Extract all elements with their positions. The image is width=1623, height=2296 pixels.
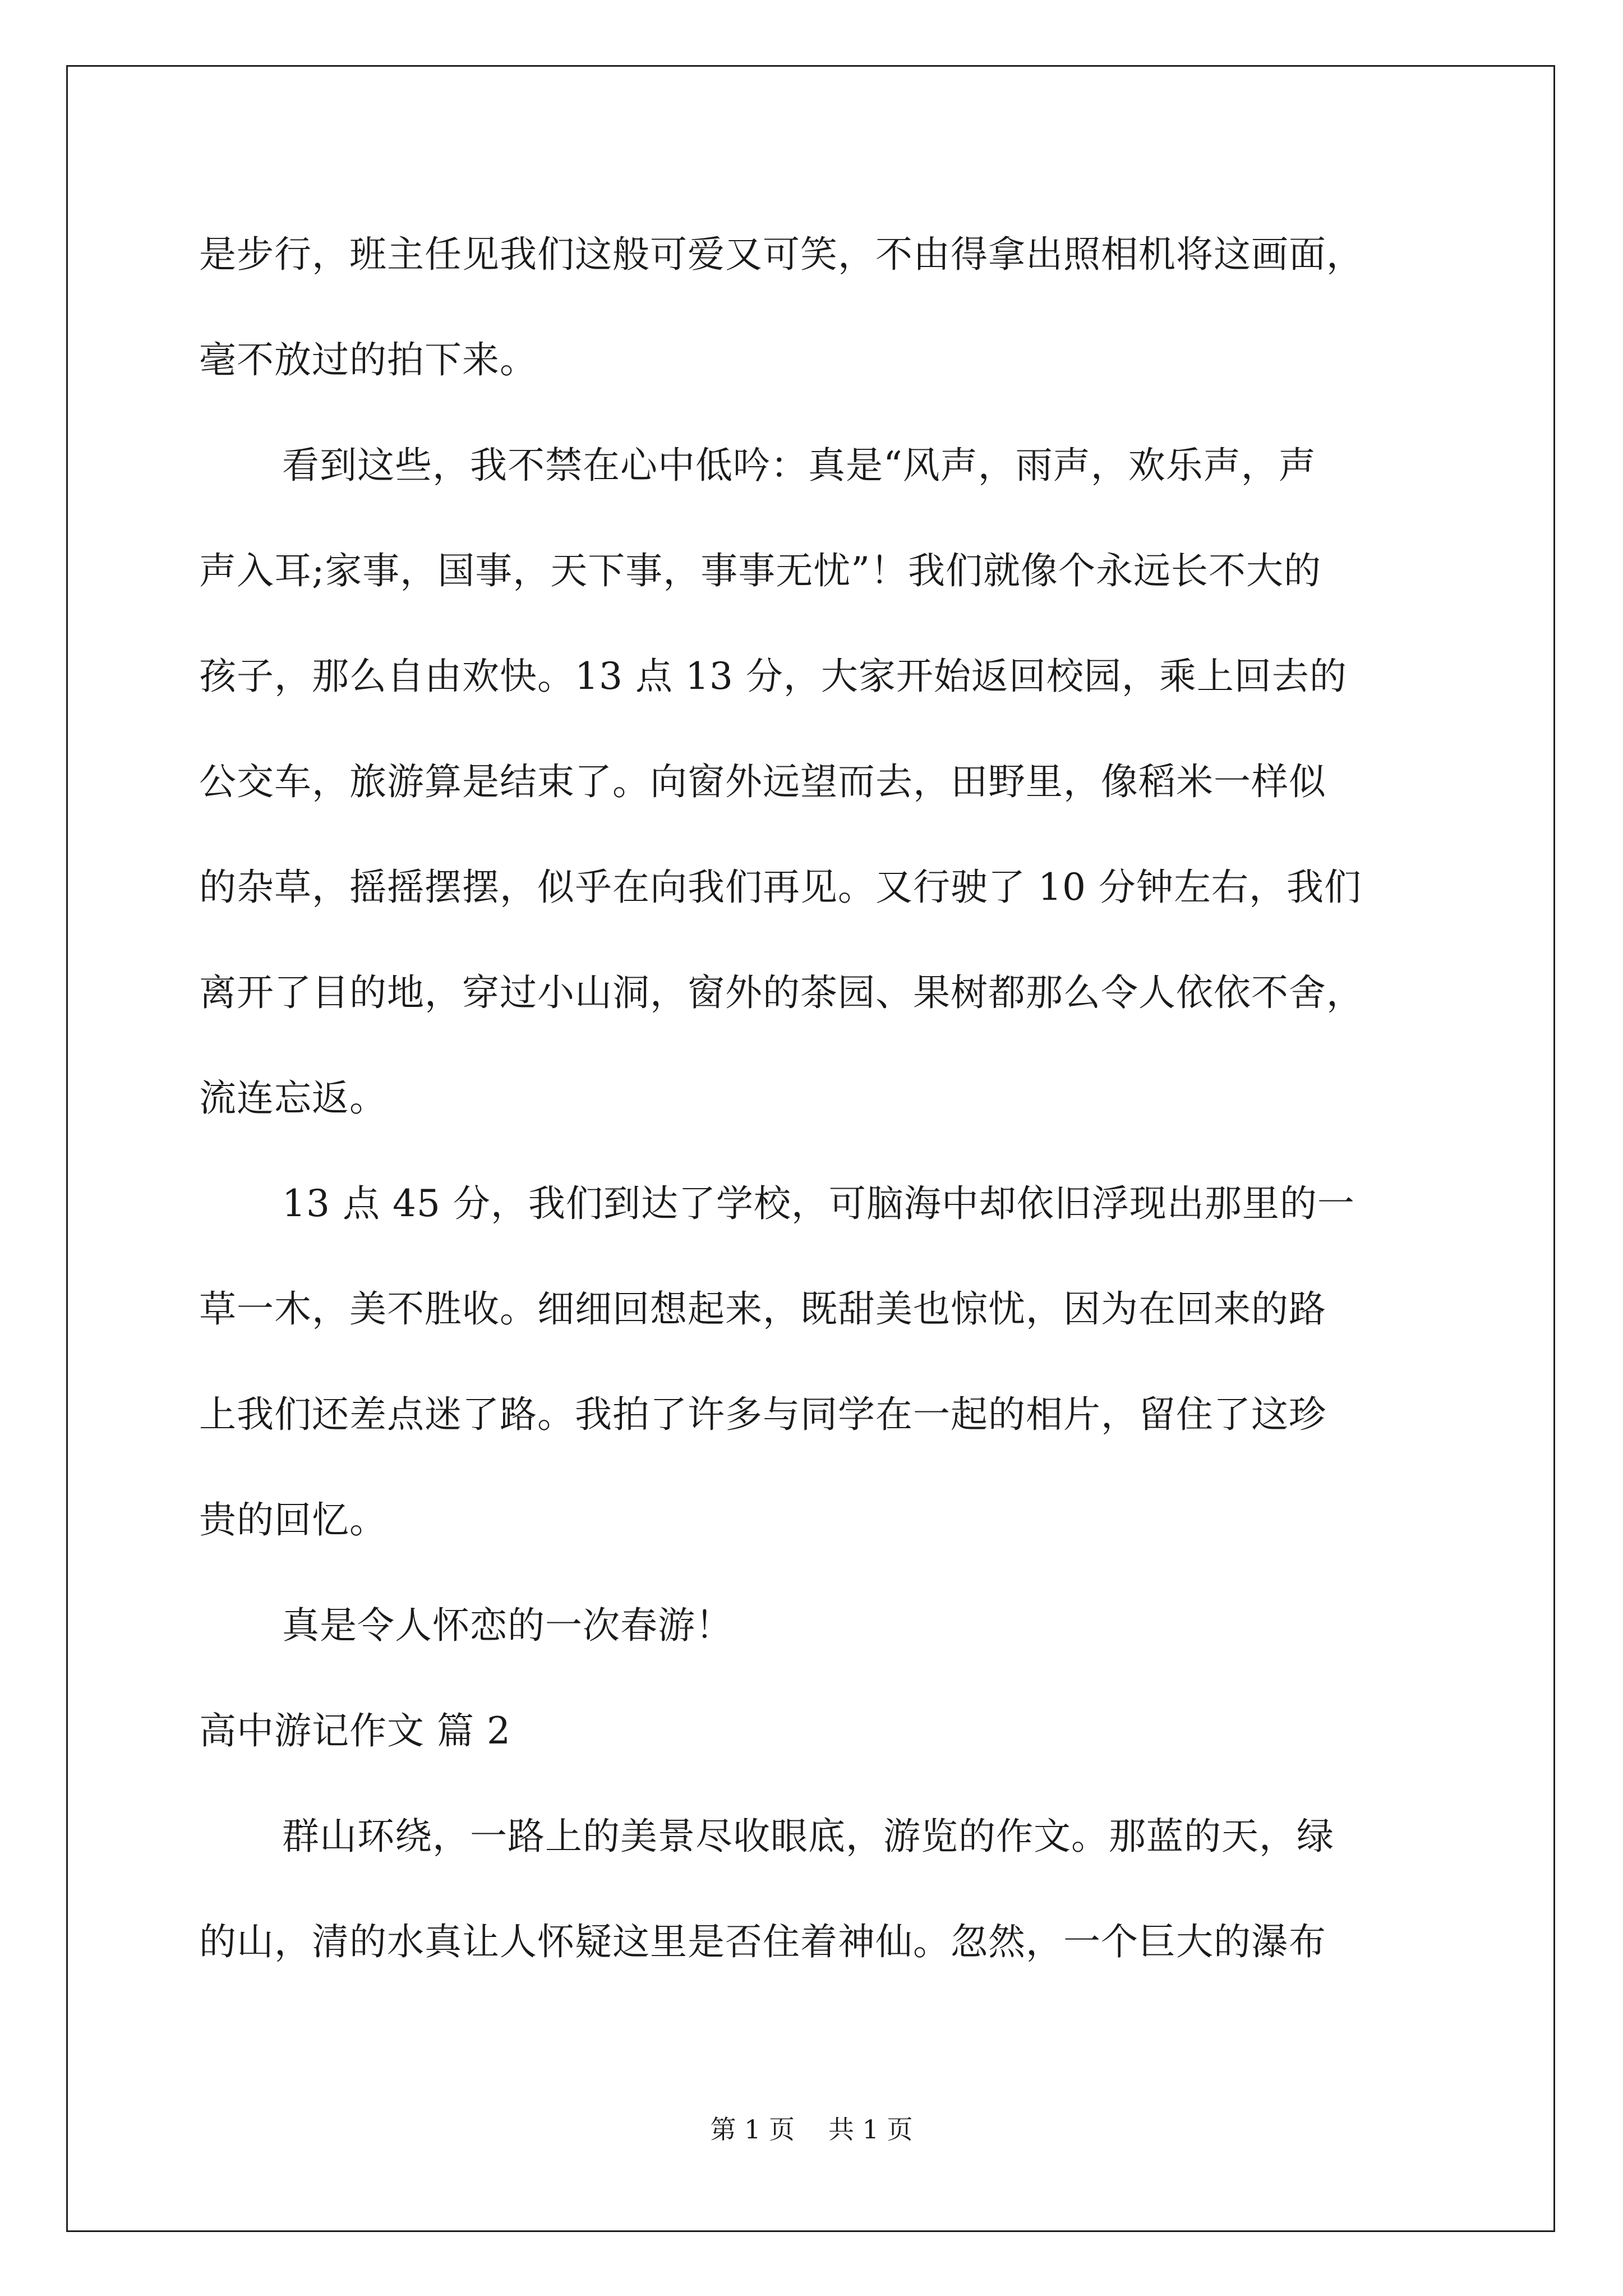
- text-line: 上我们还差点迷了路。我拍了许多与同学在一起的相片，留住了这珍: [199, 1393, 1326, 1436]
- text-line: 声入耳;家事，国事，天下事，事事无忧”！我们就像个永远长不大的: [199, 549, 1321, 592]
- text-line: 流连忘返。: [199, 1076, 387, 1120]
- document-body: [199, 202, 1433, 1995]
- text-line: 离开了目的地，穿过小山洞，窗外的茶园、果树都那么令人依依不舍，: [199, 971, 1364, 1014]
- text-line: 孩子，那么自由欢快。13 点 13 分，大家开始返回校园，乘上回去的: [199, 655, 1347, 698]
- page-total: 共 1 页: [828, 2114, 913, 2145]
- text-line: 草一木，美不胜收。细细回想起来，既甜美也惊忧，因为在回来的路: [199, 1287, 1326, 1331]
- text-line: 毫不放过的拍下来。: [199, 338, 537, 381]
- text-line: 的山，清的水真让人怀疑这里是否住着神仙。忽然，一个巨大的瀑布: [199, 1920, 1326, 1963]
- text-line: 公交车，旅游算是结束了。向窗外远望而去，田野里，像稻米一样似: [199, 760, 1326, 803]
- text-line: 的杂草，摇摇摆摆，似乎在向我们再见。又行驶了 10 分钟左右，我们: [199, 866, 1362, 909]
- paragraph-start-line: 看到这些，我不禁在心中低吟：真是“风声，雨声，欢乐声，声: [282, 444, 1316, 487]
- text-line: 是步行，班主任见我们这般可爱又可笑，不由得拿出照相机将这画面，: [199, 233, 1364, 276]
- section-heading: 高中游记作文 篇 2: [199, 1709, 511, 1752]
- paragraph-start-line: 群山环绕，一路上的美景尽收眼底，游览的作文。那蓝的天，绿: [282, 1815, 1334, 1858]
- page-number: 第 1 页: [710, 2114, 795, 2145]
- page-footer: [0, 2113, 1623, 2146]
- text-line: 贵的回忆。: [199, 1498, 387, 1542]
- paragraph-start-line: 13 点 45 分，我们到达了学校，可脑海中却依旧浮现出那里的一: [282, 1182, 1355, 1225]
- paragraph-start-line: 真是令人怀恋的一次春游！: [282, 1604, 733, 1647]
